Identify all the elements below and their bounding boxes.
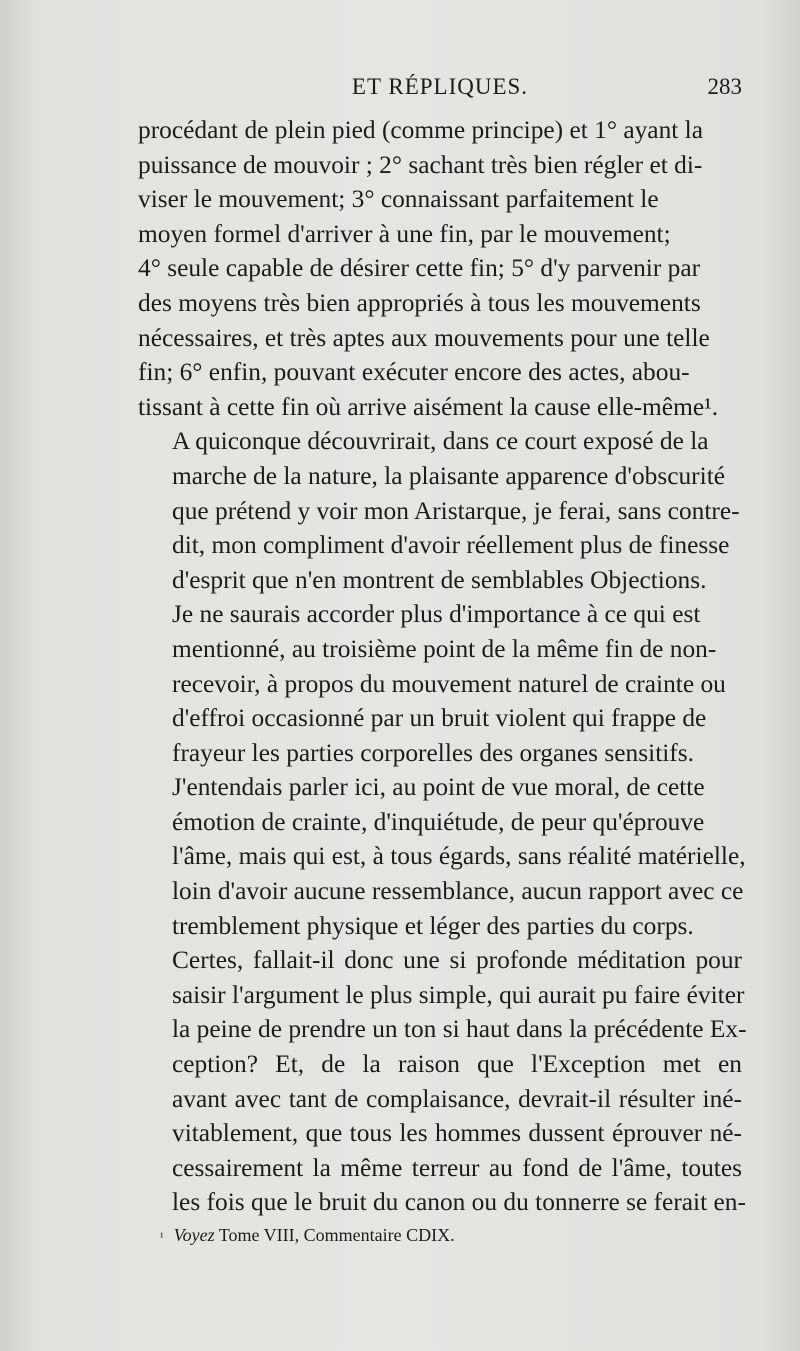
paragraph-3 <box>138 597 742 770</box>
text-line: puissance de mouvoir ; 2° sachant très bien régler et di- <box>138 150 703 179</box>
paragraph-2 <box>138 424 742 597</box>
footnote-marker: ¹ <box>160 1230 164 1244</box>
paragraph-1 <box>138 113 742 424</box>
text-line: A quiconque découvrirait, dans ce court exposé de la <box>172 427 709 456</box>
text-line: recevoir, à propos du mouvement naturel de crainte ou <box>172 669 726 698</box>
page-number: 283 <box>707 74 742 99</box>
footnote-text: Tome VIII, Commentaire CDIX. <box>214 1225 455 1245</box>
paragraph-5 <box>138 943 747 1220</box>
running-head <box>138 74 742 104</box>
text-line: d'esprit que n'en montrent de semblables Objections. <box>172 565 707 594</box>
text-line: vitablement, que tous les hommes dussent éprouver né- <box>172 1119 742 1148</box>
text-line: marche de la nature, la plaisante apparence d'obscurité <box>172 461 726 490</box>
text-line: mentionné, au troisième point de la même fin de non- <box>172 634 717 663</box>
footnote-italic: Voyez <box>173 1225 215 1245</box>
text-line: la peine de prendre un ton si haut dans la précédente Ex- <box>172 1015 747 1044</box>
running-title: ET RÉPLIQUES. <box>351 74 529 99</box>
text-line: avant avec tant de complaisance, devrait-il résulter iné- <box>172 1084 742 1113</box>
text-line: cessairement la même terreur au fond de l'âme, toutes <box>172 1153 742 1182</box>
text-line: saisir l'argument le plus simple, qui aurait pu faire éviter <box>172 980 745 1009</box>
text-line: Certes, fallait-il donc une si profonde méditation pour <box>172 946 742 975</box>
text-line: J'entendais parler ici, au point de vue moral, de cette <box>172 773 705 802</box>
text-line: loin d'avoir aucune ressemblance, aucun rapport avec ce <box>172 877 744 906</box>
text-line: d'effroi occasionné par un bruit violent qui frappe de <box>172 704 707 733</box>
text-line: 4° seule capable de désirer cette fin; 5° d'y parvenir par <box>138 254 701 283</box>
text-line: que prétend y voir mon Aristarque, je ferai, sans contre- <box>172 496 740 525</box>
text-line: fin; 6° enfin, pouvant exécuter encore des actes, abou- <box>138 358 690 387</box>
text-line: l'âme, mais qui est, à tous égards, sans réalité matérielle, <box>172 842 746 871</box>
text-line: émotion de crainte, d'inquiétude, de peur qu'éprouve <box>172 807 705 836</box>
text-line: procédant de plein pied (comme principe) et 1° ayant la <box>138 116 703 144</box>
body-text <box>138 113 747 1220</box>
text-line: dit, mon compliment d'avoir réellement plus de finesse <box>172 531 730 560</box>
paragraph-4 <box>138 770 746 943</box>
footnote <box>160 1225 455 1246</box>
text-line: les fois que le bruit du canon ou du tonnerre se ferait en- <box>172 1188 746 1217</box>
text-line: moyen formel d'arriver à une fin, par le mouvement; <box>138 219 671 248</box>
text-line: nécessaires, et très aptes aux mouvements pour une telle <box>138 323 710 352</box>
text-line: ception? Et, de la raison que l'Exception met en <box>172 1050 742 1079</box>
text-line: frayeur les parties corporelles des organes sensitifs. <box>172 738 694 767</box>
text-line: tissant à cette fin où arrive aisément la cause elle-même¹. <box>138 392 719 421</box>
text-line: Je ne saurais accorder plus d'importance à ce qui est <box>172 600 701 629</box>
text-line: viser le mouvement; 3° connaissant parfaitement le <box>138 185 659 214</box>
text-line: tremblement physique et léger des parties du corps. <box>172 911 694 940</box>
text-line: des moyens très bien appropriés à tous les mouvements <box>138 288 701 317</box>
